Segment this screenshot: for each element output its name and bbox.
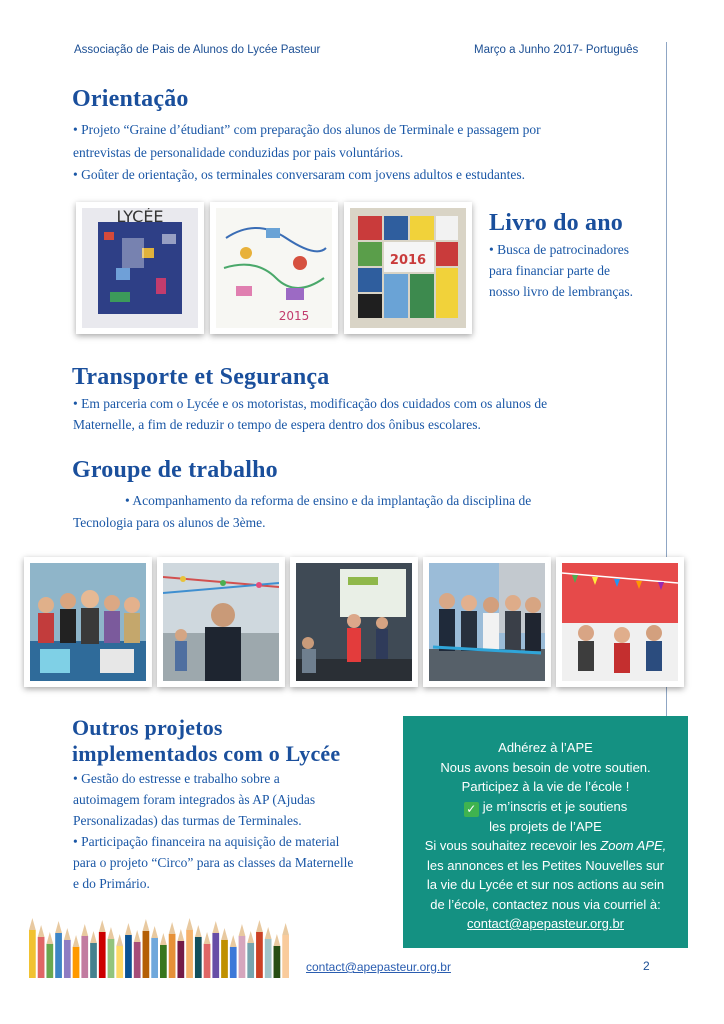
outros-line3: Personalizadas) das turmas de Terminales. bbox=[73, 813, 302, 828]
pencil-icon bbox=[143, 919, 150, 978]
pencil-icon bbox=[230, 935, 237, 978]
header-right-date: Março a Junho 2017- Português bbox=[474, 44, 639, 56]
cta-email-link[interactable]: contact@apepasteur.org.br bbox=[466, 916, 624, 931]
yearbook-cover-2-image bbox=[216, 208, 332, 328]
pencil-icon bbox=[125, 923, 132, 978]
livro-line3: nosso livro de lembranças. bbox=[489, 284, 633, 299]
pencil-icon bbox=[247, 931, 254, 978]
yearbook-cover-3-image bbox=[350, 208, 466, 328]
section-title-transporte: Transporte et Segurança bbox=[72, 364, 330, 390]
photo-group-parents bbox=[24, 557, 152, 687]
photo-2-image bbox=[163, 563, 279, 681]
livro-line1: • Busca de patrocinadores bbox=[489, 242, 630, 257]
pencil-icon bbox=[73, 935, 80, 978]
outros-line1: • Gestão do estresse e trabalho sobre a bbox=[73, 771, 280, 786]
pencil-icon bbox=[134, 930, 141, 978]
colored-pencils-decoration bbox=[28, 912, 290, 978]
cta-line3: Participez à la vie de l’école ! bbox=[461, 779, 630, 794]
section-title-outros-line2: implementados com o Lycée bbox=[72, 741, 341, 766]
transporte-line2: Maternelle, a fim de reduzir o tempo de espera dentro dos ônibus escolares. bbox=[73, 417, 481, 432]
orientacao-item1-line1: • Projeto “Graine d’étudiant” com preparação dos alunos de Terminale e passagem por bbox=[73, 122, 541, 137]
pencil-icon bbox=[204, 932, 211, 978]
cta-line5: les projets de l’APE bbox=[489, 818, 602, 834]
pencil-icon bbox=[116, 934, 123, 978]
pencil-icon bbox=[221, 928, 228, 978]
membership-callout-box bbox=[403, 716, 688, 948]
pencil-icon bbox=[90, 931, 97, 978]
section-title-groupe: Groupe de trabalho bbox=[72, 457, 278, 483]
photo-classroom-party bbox=[556, 557, 684, 687]
section-title-orientacao: Orientação bbox=[72, 86, 189, 112]
groupe-line1: • Acompanhamento da reforma de ensino e da implantação da disciplina de bbox=[125, 493, 532, 508]
photo-student-hall bbox=[157, 557, 285, 687]
outros-line2: autoimagem foram integrados às AP (Ajudas bbox=[73, 792, 316, 807]
pencil-icon bbox=[38, 925, 45, 978]
svg-text:2015: 2015 bbox=[278, 309, 310, 323]
outros-line6: e do Primário. bbox=[73, 876, 150, 891]
pencil-icon bbox=[81, 924, 88, 978]
photo-presentation bbox=[290, 557, 418, 687]
pencil-icon bbox=[239, 924, 246, 978]
yearbook-cover-1 bbox=[76, 202, 204, 334]
cta-line7: les annonces et les Petites Nouvelles sur bbox=[426, 857, 664, 873]
pencil-icon bbox=[151, 926, 158, 978]
section-title-livro: Livro do ano bbox=[489, 210, 623, 236]
yearbook-cover-3 bbox=[344, 202, 472, 334]
cta-zoom-ape: Zoom APE, bbox=[600, 838, 667, 853]
pencil-icon bbox=[46, 932, 53, 978]
cta-line8: la vie du Lycée et sur nos actions au sein bbox=[426, 877, 665, 892]
yearbook-cover-2 bbox=[210, 202, 338, 334]
pencil-icon bbox=[212, 921, 219, 978]
cta-line9: de l’école, contactez nous via courriel à: bbox=[430, 896, 661, 912]
orientacao-item2: • Goûter de orientação, os terminales conversaram com jovens adultos e estudantes. bbox=[73, 167, 525, 182]
photo-1-image bbox=[30, 563, 146, 681]
cta-line2: Nous avons besoin de votre soutien. bbox=[440, 759, 651, 775]
livro-line2: para financiar parte de bbox=[489, 263, 611, 278]
pencil-icon bbox=[265, 927, 272, 978]
pencil-icon bbox=[29, 918, 36, 978]
outros-line4: • Participação financeira na aquisição de material bbox=[73, 834, 340, 849]
pencil-icon bbox=[99, 920, 106, 978]
cta-line4-row bbox=[403, 797, 688, 817]
cta-line1: Adhérez à l’APE bbox=[498, 740, 593, 755]
pencil-icon bbox=[274, 934, 281, 978]
photo-3-image bbox=[296, 563, 412, 681]
pencil-icon bbox=[169, 922, 176, 978]
yearbook-cover-1-image bbox=[82, 208, 198, 328]
footer-email-link[interactable]: contact@apepasteur.org.br bbox=[306, 960, 451, 974]
pencil-icon bbox=[160, 933, 167, 978]
transporte-line1: • Em parceria com o Lycée e os motoristas, modificação dos cuidados com os alunos de bbox=[73, 396, 548, 411]
photo-ribbon-ceremony bbox=[423, 557, 551, 687]
pencil-icon bbox=[195, 925, 202, 978]
page-number: 2 bbox=[643, 959, 650, 973]
pencil-icon bbox=[186, 918, 193, 978]
cta-line4: je m’inscris et je soutiens bbox=[482, 798, 628, 814]
cta-line6a: Si vous souhaitez recevoir les bbox=[424, 838, 601, 853]
pencil-icon bbox=[256, 920, 263, 978]
pencil-icon bbox=[108, 927, 115, 978]
photo-5-image bbox=[562, 563, 678, 681]
pencil-icon bbox=[177, 929, 184, 978]
groupe-line2: Tecnologia para os alunos de 3ème. bbox=[73, 515, 266, 530]
svg-text:2016: 2016 bbox=[389, 253, 427, 268]
section-title-outros-line1: Outros projetos bbox=[72, 715, 223, 740]
cta-line6-row bbox=[403, 836, 688, 856]
svg-text:LYCÉE: LYCÉE bbox=[116, 208, 164, 226]
pencil-icon bbox=[55, 921, 62, 978]
check-icon: ✓ bbox=[464, 802, 479, 817]
photo-4-image bbox=[429, 563, 545, 681]
header-left-title: Associação de Pais de Alunos do Lycée Pasteur bbox=[74, 44, 321, 56]
outros-line5: para o projeto “Circo” para as classes da Maternelle bbox=[73, 855, 354, 870]
pencil-icon bbox=[282, 923, 289, 978]
pencil-icon bbox=[64, 928, 71, 978]
orientacao-item1-line2: entrevistas de personalidade conduzidas por pais voluntários. bbox=[73, 145, 404, 160]
